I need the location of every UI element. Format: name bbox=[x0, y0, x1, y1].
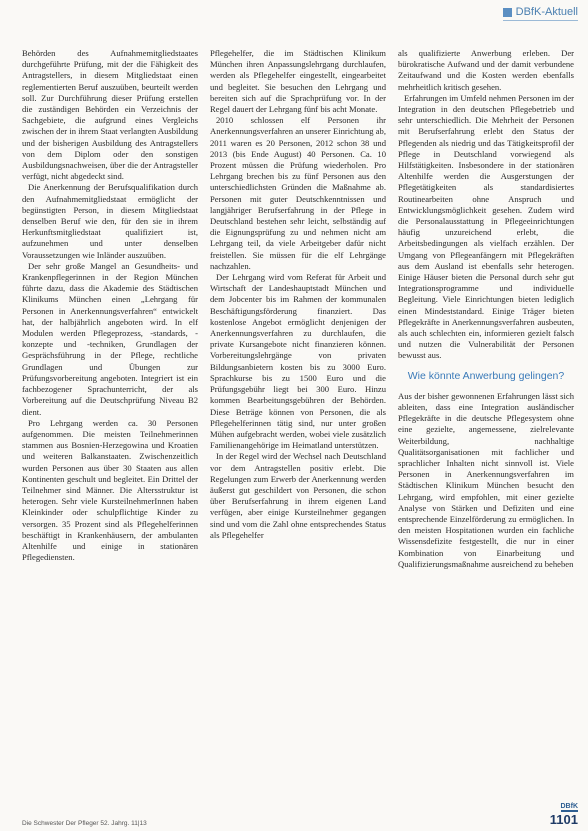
page-number: 1101 bbox=[549, 812, 578, 827]
column-1 bbox=[22, 48, 198, 808]
paragraph: Behörden des Aufnahmemitgliedstaates durchgeführte Prüfung, mit der die Fähigkeit des Antragstellers, in diesem Mitgliedstaat einen reglementierten Beruf auszuüben, beurteilt werden soll. Zur Durchführung dieser Prüfung erstellen die zuständigen Behörden ein Verzeichnis der Sachgebiete, die aufgrund eines Vergleichs zwischen der in ihrem Staat verlangten Ausbildung und der bisherigen Ausbildung des Antragstellers von dem Diplom oder den sonstigen Ausbildungsnachweisen, über die der Antragsteller verfügt, nicht abgedeckt sind. bbox=[22, 48, 198, 182]
paragraph: In der Regel wird der Wechsel nach Deutschland vor dem Antragstellen positiv erlebt. Die Regelungen zum Erwerb der Anerkennung werden äußerst gut geschildert von Personen, die schon über Berufserfahrung in ihrem eigenen Land verfügen, aber einige Kursteilnehmer gegangen sind und vom die Zahl ohne entsprechendes Status als Pflegehelfer bbox=[210, 451, 386, 540]
paragraph: Pflegehelfer, die im Städtischen Klinikum München ihren Anpassungslehrgang durchlaufen, werden als Pflegehelfer eingestellt, eingearbeitet und begleitet. Sie besuchen den Lehrgang und bereiten sich auf die Sprachprüfung vor. In der Regel dauert der Lehrgang fünf bis acht Monate. bbox=[210, 48, 386, 115]
paragraph: Erfahrungen im Umfeld nehmen Personen im der Integration in den deutschen Pflegebetrieb und sehr unterschiedlich. Die Mehrheit der Personen mit Berufserfahrung erlebt den Status der Pflegenden als niedrig und das Tätigkeitsprofil der Pflege in Deutschland vorwiegend als Hilfstätigkeiten. Insbesondere in der stationären Altenhilfe werden die Ausgerstungen der Pflegetätigkeiten als standardisiertes Routinearbeiten ohne Anspruch und Entwicklungsmöglichkeit gesehen. Zudem wird die Personalausstattung in Pflegeeinrichtungen häufig unzureichend erlebt, die Arbeitsbedingungen als vielfach erzählen. Der Umgang von Pflegeanfängern mit Pflegekräften aus dem Ausland ist ebenfalls sehr heterogen. Einige Häuser bieten die Personal durch sehr gut Integrationsprogramme und individuelle Begleitung. Viele Einrichtungen bieten lediglich einen Mindeststandard. Einige Träger bieten Pflegekräfte in Anerkennungsverfahren ausbeuten, als auch schlechten ein, informieren gezielt falsch und nutzen die Vulnerabilität der Personen bewusst aus. bbox=[398, 92, 574, 361]
journal-footer: Die Schwester Der Pfleger 52. Jahrg. 11|13 bbox=[22, 820, 147, 827]
paragraph: Die Anerkennung der Berufsqualifikation durch den Aufnahmemitgliedstaat ermöglicht der begünstigten Person, in diesem Mitgliedstaat denselben Beruf wie den, für den sie in ihrem Herkunftsmitgliedstaat qualifiziert ist, aufzunehmen und unter denselben Voraussetzungen wie Inländer auszuüben. bbox=[22, 182, 198, 260]
page-footer bbox=[550, 795, 578, 827]
section-label: DBfK-Aktuell bbox=[515, 6, 578, 18]
section-header bbox=[503, 6, 578, 18]
article-body bbox=[22, 48, 574, 808]
column-3 bbox=[398, 48, 574, 808]
column-2 bbox=[210, 48, 386, 808]
subheading: Wie könnte Anwerbung gelingen? bbox=[407, 369, 565, 382]
section-marker-icon bbox=[503, 8, 512, 17]
header-rule bbox=[503, 20, 578, 21]
paragraph: Der sehr große Mangel an Gesundheits- und Krankenpflegerinnen in der Region München führte dazu, dass die Akademie des Städtischen Klinikums München einen „Lehrgang für Personen in Anerkennungsverfahren“ entwickelt hat, der halbjährlich angeboten wird. In elf Modulen werden Pflegeprozess, -standards, -konzepte und -techniken, Grundlagen der Gesprächsführung in der Pflege, rechtliche Grundlagen und Übungen zur Prüfungsvorbereitung angeboten. Integriert ist ein fachbezogener Sprachunterricht, der als Vorbereitung auf die Deutschprüfung Niveau B2 dient. bbox=[22, 260, 198, 417]
paragraph: Pro Lehrgang werden ca. 30 Personen aufgenommen. Die meisten Teilnehmerinnen stammen aus Bosnien-Herzegowina und Kroatien und weiteren Balkanstaaten. Zwischenzeitlich wurden Personen aus über 30 Staaten aus allen Kontinenten geschult und begleitet. Ein Drittel der Teilnehmer sind Männer. Die Altersstruktur ist heterogen. Sehr viele KursteilnehmerInnen haben Kleinkinder oder schulpflichtige Kinder zu versorgen. 35 Prozent sind als Pflegehelferinnen beschäftigt in Krankenhäusern, der ambulanten Altenhilfe und einige in stationären Pflegediensten. bbox=[22, 417, 198, 563]
paragraph: Aus der bisher gewonnenen Erfahrungen lässt sich ableiten, dass eine Integration ausländischer Pflegekräfte in die deutsche Pflegesystem ohne eine gezielte, angemessene, zielrelevante Weiterbildung, nachhaltige Qualitätsorganisationen mit fachlicher und sprachlicher Inhalten nicht sinnvoll ist. Viele Personen in Anerkennungsverfahren im Städtischen Klinikum München besucht den Lehrgang, wird empfohlen, mit einer gezielte Analyse von Stärken und Defiziten und eine entsprechende Einzelförderung zu ermöglichen. In den meisten Hospitationen wurden ein fachliche Wissensdefizite festgestellt, die nur in einer Kombination von Einarbeitung und Qualifizierungsmaßnahme ausreichend zu beheben bbox=[398, 390, 574, 569]
dbfk-logo: DBfK bbox=[560, 803, 578, 810]
paragraph: 2010 schlossen elf Personen ihr Anerkennungsverfahren an unserer Einrichtung ab, 2011 waren es 20 Personen, 2012 schon 38 und 2013 (bis Ende August) 40 Personen. Ca. 10 Prozent müssen die Prüfung wiederholen. Pro Lehrgang brechen bis zu fünf Personen aus den unterschiedlichsten Gründen die Maßnahme ab. Personen mit guter Deutschkenntnissen und langjähriger Berufserfahrung in der Pflege in Deutschland bestehen sehr leicht, selbständig auf die Eignungsprüfung zu und nehmen nicht am Lehrgang teil, da viele Arbeitgeber dafür nicht freistellen. Sie müssen für die elf Lehrgänge nachzahlen. bbox=[210, 115, 386, 271]
paragraph: Der Lehrgang wird vom Referat für Arbeit und Wirtschaft der Landeshauptstadt München und dem Jobcenter bis im Rahmen der kommunalen Beschäftigungsförderung finanziert. Das kostenlose Angebot ermöglicht denjenigen der Anerkennungsverfahren zu durchlaufen, die private Kursangebote nicht finanzieren können. Vorbereitungslehrgänge von privaten Bildungsanbietern kosten bis zu 3000 Euro. Sprachkurse bis zu 1500 Euro und die Prüfungsgebühr liegt bei 300 Euro. Hinzu kommen Bearbeitungsgebühren der Behörden. Diese Beträge können von Personen, die als Pflegehelferinnen tätig sind, nur unter großen Mühen aufgebracht werden, wobei viele zusätzlich Familienangehörige im Heimatland unterstützen. bbox=[210, 272, 386, 451]
paragraph: als qualifizierte Anwerbung erleben. Der bürokratische Aufwand und der damit verbundene Zeitaufwand und die Kosten werden ebenfalls mehrheitlich kritisch gesehen. bbox=[398, 48, 574, 92]
